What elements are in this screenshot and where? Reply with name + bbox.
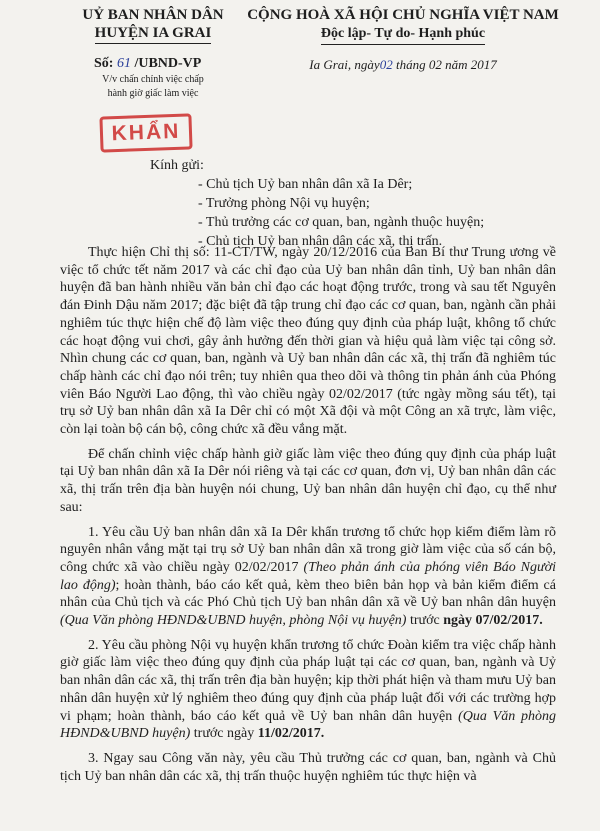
p4-italic-route: (Qua Văn phòng HĐND&UBND huyện) xyxy=(60,708,557,742)
paragraph-5: 3. Ngay sau Công văn này, yêu cầu Thủ trưởng các cơ quan, ban, ngành và Chủ tịch Uỷ ban nhân dân các xã, thị trấn thuộc huyện nghiêm túc thực hiện và xyxy=(60,750,556,784)
paragraph-4 xyxy=(60,637,556,743)
national-motto: Độc lập- Tự do- Hạnh phúc xyxy=(321,25,485,45)
date-day-handwritten: 02 xyxy=(379,57,393,72)
recipient-list xyxy=(198,175,484,251)
p4-text-c: trước ngày xyxy=(190,726,258,742)
p3-italic-route: (Qua Văn phòng HĐND&UBND huyện, phòng Nội vụ huyện) xyxy=(60,613,407,629)
nation-title: CỘNG HOÀ XÃ HỘI CHỦ NGHĨA VIỆT NAM xyxy=(247,7,559,23)
p4-deadline: 11/02/2017. xyxy=(257,726,325,742)
recipient-item: - Chủ tịch Uỷ ban nhân dân các xã, thị trấn. xyxy=(198,234,443,249)
document-number xyxy=(58,56,248,72)
doc-no-handwritten: 61 xyxy=(116,56,131,71)
doc-no-prefix: Số: xyxy=(94,56,117,71)
document-date xyxy=(238,57,568,73)
p3-text-e: trước xyxy=(406,613,444,629)
urgent-stamp: KHẨN xyxy=(99,113,192,152)
doc-no-suffix: /UBND-VP xyxy=(130,56,202,71)
recipient-item: - Thủ trưởng các cơ quan, ban, ngành thuộc huyện; xyxy=(198,215,485,230)
issuer-org-line1: UỶ BAN NHÂN DÂN xyxy=(82,7,224,23)
p3-deadline: ngày 07/02/2017. xyxy=(443,613,543,629)
document-body xyxy=(60,244,556,785)
paragraph-2: Để chấn chỉnh việc chấp hành giờ giấc làm việc theo đúng quy định của pháp luật tại Uỷ ban nhân dân xã Ia Dêr nói riêng và tại các cơ quan, đơn vị, Uỷ ban nhân dân các xã, thị trấn trên địa bàn huyện nói chung, Uỷ ban nhân dân huyện chỉ đạo, cụ thể như sau: xyxy=(60,446,556,515)
paragraph-1: Thực hiện Chỉ thị số: 11-CT/TW, ngày 20/12/2016 của Ban Bí thư Trung ương về việc tổ chức tết năm 2017 và các chỉ đạo của Uỷ ban nhân dân tỉnh, Uỷ ban nhân dân huyện đã ban hành nhiều văn bản chỉ đạo các hoạt động trước, trong và sau tết Nguyên đán Đinh Dậu năm 2017; đặc biệt đã tập trung chỉ đạo các cơ quan, ban, ngành cần phải nghiêm túc thực hiện chế độ làm việc theo đúng quy định của pháp luật, không tổ chức các hoạt động vui chơi, gây ảnh hưởng đến thời gian và hiệu quả làm việc tại công sở. Nhìn chung các cơ quan, ban, ngành và Uỷ ban nhân dân các xã, thị trấn đã nghiêm túc chấp hành các chỉ đạo nói trên; tuy nhiên qua theo dõi và thông tin phản ánh của Phóng viên Báo Người Lao động, thì vào chiều ngày 02/02/2017 (tức ngày mồng sáu tết), tại trụ sở Uỷ ban nhân dân xã Ia Dêr chỉ có một Xã đội và một Công an xã trực, làm việc, còn lại toàn bộ cán bộ, công chức xã đều vắng mặt. xyxy=(60,245,556,438)
date-prefix: Ia Grai, ngày xyxy=(309,57,380,72)
issuer-block xyxy=(58,6,248,100)
salutation: Kính gửi: xyxy=(150,158,204,173)
recipient-item: - Chủ tịch Uỷ ban nhân dân xã Ia Dêr; xyxy=(198,177,413,192)
issuer-org-line2: HUYỆN IA GRAI xyxy=(95,24,212,44)
paragraph-3 xyxy=(60,524,556,630)
date-suffix: tháng 02 năm 2017 xyxy=(395,57,497,72)
subject-line1: V/v chấn chỉnh việc chấp xyxy=(102,74,204,85)
national-header xyxy=(238,6,568,73)
recipient-item: - Trưởng phòng Nội vụ huyện; xyxy=(198,196,370,211)
p3-italic-source: (Theo phản ánh của phóng viên Báo Người lao động) xyxy=(60,559,556,593)
subject-line2: hành giờ giấc làm việc xyxy=(107,88,199,99)
p3-text-c: ; hoàn thành, báo cáo kết quả, kèm theo biên bản họp và bản kiểm điểm cá nhân của Chủ tịch và các Phó Chủ tịch Uỷ ban nhân dân xã về Uỷ ban nhân dân huyện xyxy=(60,577,556,611)
p3-text-a: 1. Yêu cầu Uỷ ban nhân dân xã Ia Dêr khẩn trương tổ chức họp kiểm điểm làm rõ nguyên nhân vắng mặt tại trụ sở Uỷ ban nhân dân xã trong giờ làm việc của số cán bộ, công chức xã vào chiều ngày 02/02/2017 xyxy=(60,524,556,575)
p4-text-a: 2. Yêu cầu phòng Nội vụ huyện khẩn trương tổ chức Đoàn kiểm tra việc chấp hành giờ giấc làm việc theo đúng quy định của pháp luật tại các cơ quan, ban, ngành và Uỷ ban nhân dân các xã, thị trấn trên địa bàn huyện; kịp thời phát hiện và tham mưu Uỷ ban nhân dân huyện xử lý nghiêm theo đúng quy định của pháp luật đối với các trường hợp vi phạm; hoàn thành, báo cáo kết quả về Uỷ ban nhân dân huyện xyxy=(60,637,556,724)
